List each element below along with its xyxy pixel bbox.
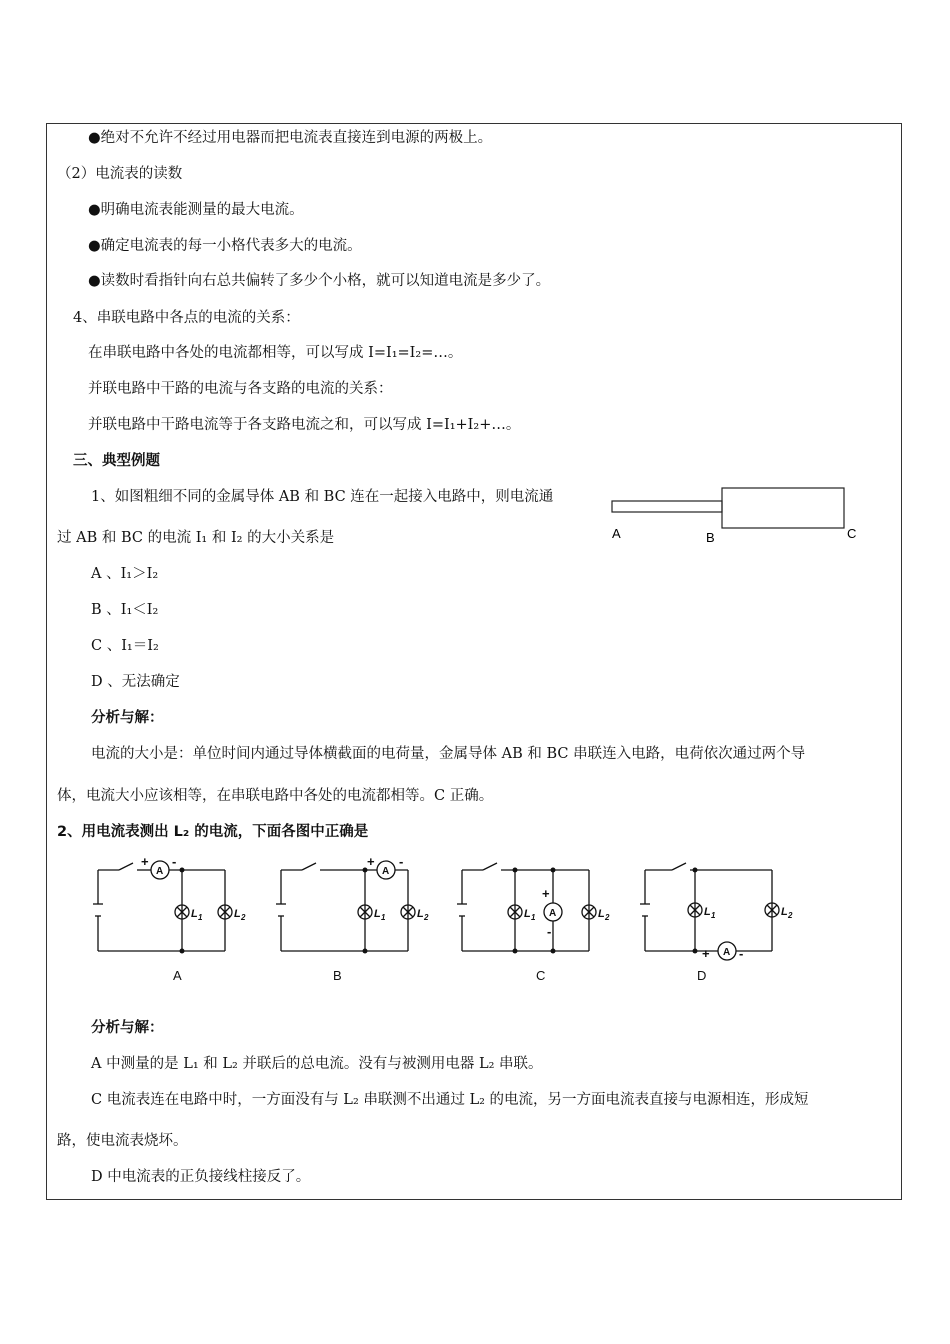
section-series-current: 4、串联电路中各点的电流的关系： (73, 310, 300, 326)
circuit-diagrams (85, 852, 825, 992)
svg-text:+: + (542, 886, 550, 901)
parallel-question: 并联电路中干路的电流与各支路的电流的关系： (88, 381, 393, 397)
question-1-line-1: 1、如图粗细不同的金属导体 AB 和 BC 连在一起接入电路中，则电流通 (91, 489, 554, 505)
svg-text:L: L (191, 908, 198, 920)
reading-step-2: ●确定电流表的每一小格代表多大的电流。 (88, 238, 362, 254)
svg-text:A: A (723, 947, 731, 958)
svg-text:1: 1 (381, 913, 386, 922)
svg-text:+: + (367, 854, 375, 869)
label-b: B (706, 530, 715, 545)
series-rule: 在串联电路中各处的电流都相等，可以写成 I=I₁=I₂=…。 (88, 345, 463, 361)
question-2: 2、用电流表测出 L₂ 的电流，下面各图中正确是 (57, 824, 369, 840)
option-d: D 、无法确定 (91, 674, 180, 690)
circuit-label-a: A (173, 968, 182, 983)
circuit-label-c: C (536, 968, 546, 983)
svg-text:-: - (399, 854, 404, 869)
svg-text:L: L (598, 908, 605, 920)
svg-text:1: 1 (198, 913, 203, 922)
svg-text:A: A (549, 908, 557, 919)
rule-no-direct-connect: ●绝对不允许不经过用电器而把电流表直接连到电源的两极上。 (88, 130, 493, 146)
section-ammeter-reading: （2）电流表的读数 (57, 166, 183, 182)
question-1-line-2: 过 AB 和 BC 的电流 I₁ 和 I₂ 的大小关系是 (57, 530, 335, 546)
reading-step-1: ●明确电流表能测量的最大电流。 (88, 202, 304, 218)
option-b: B 、I₁＜I₂ (91, 602, 159, 618)
circuit-c (457, 863, 596, 951)
svg-text:L: L (374, 908, 381, 920)
analysis-2-c-2: 路，使电流表烧坏。 (57, 1133, 188, 1149)
reading-step-3: ●读数时看指针向右总共偏转了多少个小格，就可以知道电流是多少了。 (88, 273, 551, 289)
svg-text:2: 2 (605, 913, 610, 922)
svg-text:-: - (547, 924, 552, 939)
circuit-b (276, 861, 415, 951)
svg-text:L: L (781, 906, 788, 918)
svg-text:A: A (382, 866, 390, 877)
svg-text:A: A (156, 866, 164, 877)
option-c: C 、I₁＝I₂ (91, 638, 159, 654)
section-examples-title: 三、典型例题 (73, 453, 160, 469)
svg-text:L: L (234, 908, 241, 920)
parallel-rule: 并联电路中干路电流等于各支路电流之和，可以写成 I=I₁+I₂+…。 (88, 417, 521, 433)
svg-text:2: 2 (241, 913, 246, 922)
thick-conductor-bc (722, 488, 844, 528)
conductor-diagram (600, 480, 870, 550)
option-a: A 、I₁＞I₂ (91, 566, 159, 582)
svg-text:+: + (702, 946, 710, 961)
analysis-2-c-1: C 电流表连在电路中时，一方面没有与 L₂ 串联测不出通过 L₂ 的电流，另一方面电流表直接与电源相连，形成短 (91, 1092, 809, 1108)
analysis-2-title: 分析与解： (91, 1020, 164, 1036)
analysis-2-a: A 中测量的是 L₁ 和 L₂ 并联后的总电流。没有与被测用电器 L₂ 串联。 (91, 1056, 543, 1072)
thin-conductor-ab (612, 501, 722, 512)
svg-text:-: - (172, 854, 177, 869)
analysis-1-para-1: 电流的大小是：单位时间内通过导体横截面的电荷量，金属导体 AB 和 BC 串联连入电路，电荷依次通过两个导 (91, 746, 806, 762)
svg-text:L: L (704, 906, 711, 918)
svg-text:1: 1 (711, 911, 716, 920)
label-a: A (612, 526, 621, 541)
svg-text:2: 2 (788, 911, 793, 920)
svg-text:-: - (739, 946, 744, 961)
circuit-label-b: B (333, 968, 342, 983)
svg-text:2: 2 (424, 913, 429, 922)
svg-text:L: L (417, 908, 424, 920)
analysis-2-d: D 中电流表的正负接线柱接反了。 (91, 1169, 311, 1185)
svg-text:1: 1 (531, 913, 536, 922)
label-c: C (847, 526, 857, 541)
svg-text:L: L (524, 908, 531, 920)
analysis-1-title: 分析与解： (91, 710, 164, 726)
analysis-1-para-2: 体，电流大小应该相等，在串联电路中各处的电流都相等。C 正确。 (57, 788, 494, 804)
svg-text:+: + (141, 854, 149, 869)
circuit-label-d: D (697, 968, 707, 983)
